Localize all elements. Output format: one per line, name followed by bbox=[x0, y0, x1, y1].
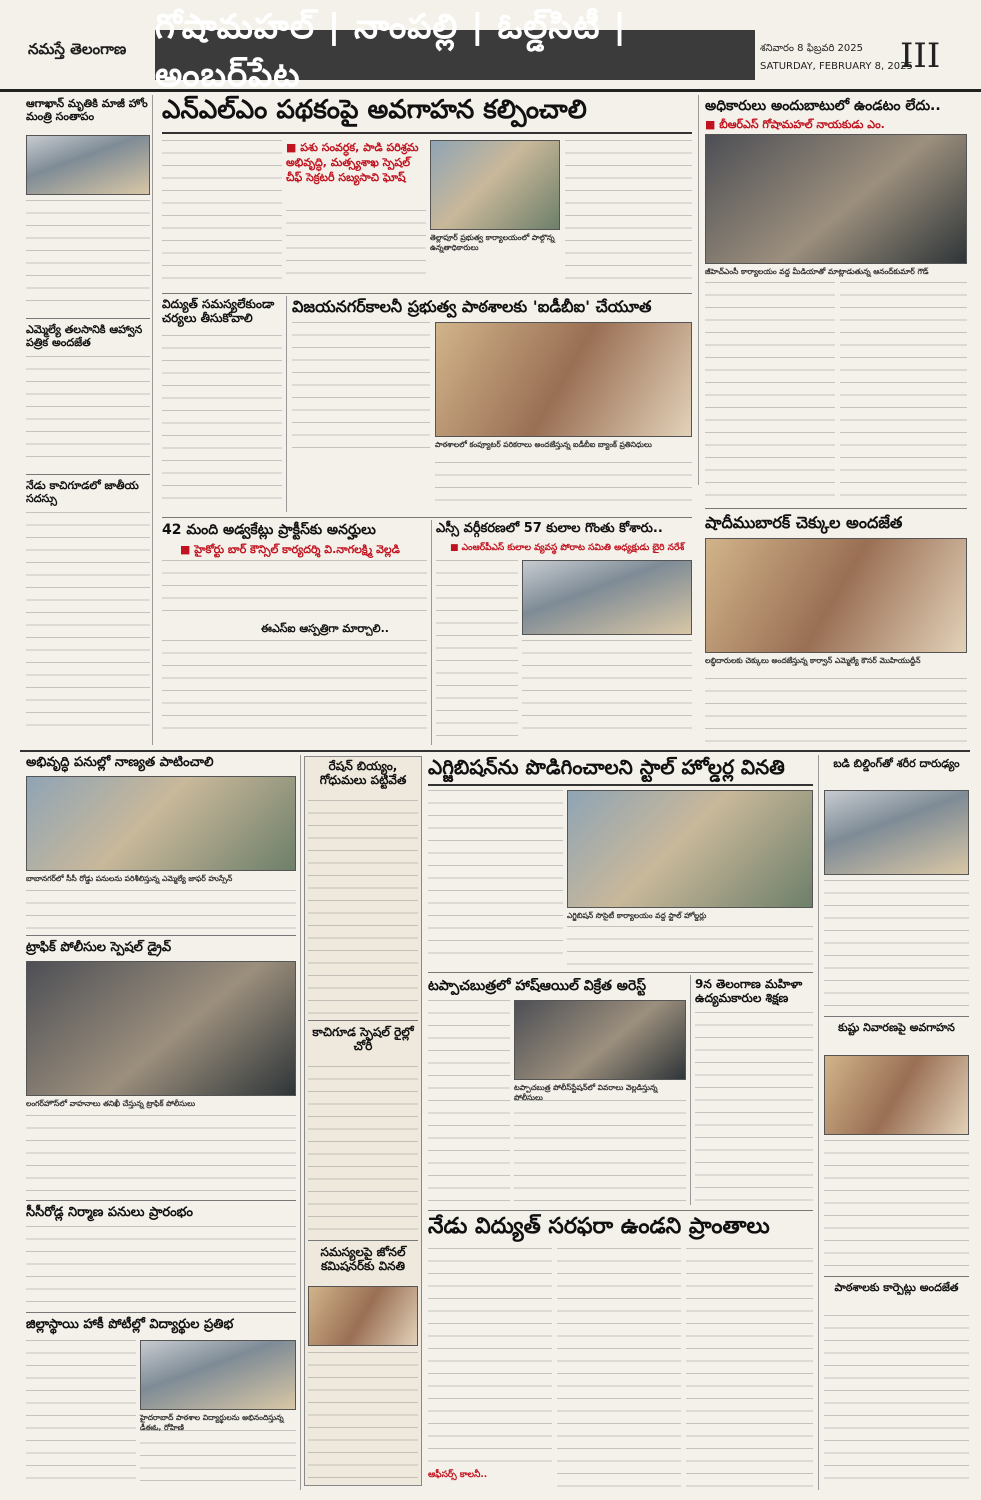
headline-kachiguda: నేడు కాచిగూడలో జాతీయ సదస్సు bbox=[26, 479, 139, 505]
headline-railway: కాచిగూడ స్పెషల్ రైల్లో చోరీ bbox=[312, 1025, 414, 1053]
body-text-traffic bbox=[26, 1115, 296, 1195]
body-text-power-cut-2 bbox=[557, 1248, 681, 1488]
headline-exhibition: ఎగ్జిబిషన్‌ను పొడిగించాలని స్టాల్ హోల్డర్ల వినతి bbox=[428, 755, 785, 779]
headline-nlm: ఎన్ఎల్ఎం పథకంపై అవగాహన కల్పించాలి bbox=[162, 95, 587, 125]
body-text-zonal bbox=[308, 1352, 418, 1482]
headline-advocates: 42 మంది అడ్వకేట్లు ప్రాక్టీస్‌కు అనర్హులు bbox=[162, 522, 376, 538]
date-telugu: శనివారం 8 ఫిబ్రవరి 2025 bbox=[760, 43, 863, 54]
body-text-badi-building bbox=[824, 880, 969, 1010]
body-text-advocates bbox=[162, 560, 427, 620]
subhead-officials-text: బీఆర్ఎస్ గోషామహల్ నాయకుడు ఎం. bbox=[719, 118, 885, 131]
headline-aga-khan: ఆగాఖాన్ మృతికి మాజీ హోం మంత్రి సంతాపం bbox=[26, 97, 148, 123]
divider bbox=[162, 132, 692, 134]
dateline bbox=[760, 40, 913, 76]
photo-hashish bbox=[514, 1000, 686, 1080]
body-text-leprosy bbox=[824, 1140, 969, 1270]
body-text-kachiguda bbox=[26, 512, 150, 737]
photo-sc-castes bbox=[522, 560, 692, 635]
body-text-hockey-2 bbox=[140, 1430, 296, 1485]
divider bbox=[428, 972, 813, 973]
body-text-aga-khan bbox=[26, 200, 150, 310]
photo-zonal bbox=[308, 1286, 418, 1346]
column-rule bbox=[698, 95, 699, 485]
caption-shaadi: లబ్ధిదారులకు చెక్కులు అందజేస్తున్న కార్వాన్ ఎమ్మెల్యే కౌసర్ మొహియుద్దీన్ bbox=[705, 656, 921, 665]
body-text-power-problem bbox=[162, 335, 282, 510]
headline-sc-castes: ఎస్సీ వర్గీకరణలో 57 కులాల గొంతు కోశారు.. bbox=[436, 521, 663, 536]
caption-nlm: తెల్లాపూర్ ప్రభుత్వ కార్యాలయంలో పాల్గొన్న ఉన్నతాధికారులు bbox=[430, 233, 555, 252]
body-text-sc-castes-2 bbox=[522, 640, 692, 740]
divider bbox=[26, 935, 296, 936]
photo-exhibition bbox=[567, 790, 813, 908]
body-text-cc-road bbox=[26, 1226, 296, 1306]
caption-quality: బాబానగర్‌లో సీసీ రోడ్డు పనులను పరిశీలిస్తున్న ఎమ్మెల్యే జాఫర్ హుస్సేన్ bbox=[26, 874, 233, 883]
brand-name: నమస్తే తెలంగాణ bbox=[28, 40, 127, 58]
date-english: SATURDAY, FEBRUARY 8, 2025 bbox=[760, 61, 913, 72]
column-rule bbox=[152, 95, 153, 745]
photo-school bbox=[435, 322, 692, 437]
divider bbox=[308, 1020, 418, 1021]
body-text-nlm-3 bbox=[565, 140, 692, 285]
column-rule bbox=[300, 755, 301, 1490]
headline-shaadi: షాదీముబారక్ చెక్కుల అందజేత bbox=[705, 513, 903, 532]
column-rule bbox=[431, 520, 432, 745]
headline-school: విజయనగర్‌కాలనీ ప్రభుత్వ పాఠశాలకు 'ఐడీబీఐ' చేయూత bbox=[292, 297, 652, 316]
headline-cc-road: సీసీరోడ్ల నిర్మాణ పనులు ప్రారంభం bbox=[26, 1205, 194, 1220]
body-text-school-2 bbox=[435, 462, 692, 512]
headline-badi-building: బడి బిల్డింగ్‌తో శరీర దారుఢ్యం bbox=[833, 757, 960, 770]
body-text-hockey bbox=[26, 1340, 136, 1485]
body-text-exhibition-2 bbox=[567, 926, 813, 966]
headline-quality: అభివృద్ధి పనుల్లో నాణ్యత పాటించాలి bbox=[26, 755, 214, 770]
inline-head-esi: ఈఎస్ఐ ఆస్పత్రిగా మార్చాలి.. bbox=[261, 622, 389, 635]
divider bbox=[26, 1312, 296, 1313]
caption-officials: జీహెచ్ఎంసీ కార్యాలయం వద్ద మీడియాతో మాట్లాడుతున్న ఆనంద్‌కుమార్ గౌడ్ bbox=[705, 267, 929, 276]
column-rule bbox=[286, 296, 287, 512]
body-text-shaadi bbox=[705, 678, 967, 743]
divider bbox=[162, 293, 692, 294]
divider bbox=[26, 318, 150, 319]
headline-hashish: టప్పాచబుత్రలో హాష్‌ఆయిల్ విక్రేత అరెస్ట్ bbox=[428, 978, 647, 994]
subhead-nlm-text: పశు సంవర్ధక, పాడి పరిశ్రమ అభివృద్ధి, మత్స్యశాఖ స్పెషల్ చీఫ్ సెక్రటరీ సబ్యసాచి ఘోష్ bbox=[286, 141, 419, 184]
masthead bbox=[0, 0, 981, 95]
divider bbox=[26, 474, 150, 475]
divider bbox=[308, 1240, 418, 1241]
body-text-mla-letter bbox=[26, 356, 150, 466]
headline-carpets: పాఠశాలకు కార్పెట్లు అందజేత bbox=[834, 1281, 959, 1294]
divider bbox=[428, 1210, 813, 1211]
subhead-sc-castes bbox=[450, 543, 700, 555]
photo-officials bbox=[705, 134, 967, 264]
headline-ration: రేషన్ బియ్యం, గోధుమలు పట్టివేత bbox=[319, 759, 407, 787]
body-text-power-cut bbox=[428, 1248, 552, 1468]
page-number: III bbox=[900, 36, 941, 76]
divider bbox=[824, 1016, 969, 1017]
body-text-hashish-2 bbox=[514, 1100, 686, 1205]
subhead-nlm bbox=[286, 140, 426, 185]
body-text-carpets bbox=[824, 1315, 969, 1485]
body-text-advocates-2 bbox=[162, 640, 427, 740]
photo-shaadi bbox=[705, 538, 967, 653]
headline-mla-letter: ఎమ్మెల్యే తలసానికి ఆహ్వాన పత్రిక అందజేత bbox=[26, 323, 143, 349]
subhead-advocates bbox=[180, 543, 430, 559]
body-text-hashish bbox=[428, 1000, 510, 1205]
photo-traffic bbox=[26, 961, 296, 1096]
caption-hockey: హైదరాబాద్ పాఠశాల విద్యార్థులను అభినందిస్తున్న డీఈఓ, రోహిణి bbox=[140, 1413, 284, 1432]
bullet-icon: ■ bbox=[180, 543, 195, 556]
tag-power-cut: ఆఫీసర్స్ కాలనీ.. bbox=[428, 1470, 488, 1480]
column-rule bbox=[690, 975, 691, 1205]
photo-quality bbox=[26, 776, 296, 871]
section-divider bbox=[20, 750, 970, 752]
caption-hashish: టప్పాచబుత్ర పోలీస్‌స్టేషన్‌లో వివరాలు వెల్లడిస్తున్న పోలీసులు bbox=[514, 1083, 658, 1102]
body-text-sc-castes bbox=[436, 560, 518, 740]
section-title: గోషామహల్ | నాంపల్లి | ఓల్డ్‌సిటీ | అంబర్‌పేట bbox=[155, 30, 755, 80]
body-text-exhibition bbox=[428, 790, 563, 965]
photo-nlm bbox=[430, 140, 560, 230]
headline-hockey: జిల్లాస్థాయి హాకీ పోటీల్లో విద్యార్థుల ప్రతిభ bbox=[26, 1317, 234, 1332]
caption-exhibition: ఎగ్జిబిషన్ సొసైటీ కార్యాలయం వద్ద స్టాల్ హోల్డర్లు bbox=[567, 911, 707, 920]
headline-officials: అధికారులు అందుబాటులో ఉండటం లేదు.. bbox=[705, 98, 941, 114]
headline-zonal: సమస్యలపై జోనల్ కమిషనర్‌కు వినతి bbox=[320, 1245, 406, 1273]
body-text-officials bbox=[705, 282, 835, 502]
caption-traffic: లంగర్‌హౌస్‌లో వాహనాలు తనిఖీ చేస్తున్న ట్రాఫిక్ పోలీసులు bbox=[26, 1099, 196, 1108]
body-text-nlm bbox=[162, 140, 282, 285]
column-rule bbox=[818, 755, 819, 1490]
photo-hockey bbox=[140, 1340, 296, 1410]
caption-school: పాఠశాలలో కంప్యూటర్ పరికరాలు అందజేస్తున్న ఐడీబీఐ బ్యాంక్ ప్రతినిధులు bbox=[435, 440, 652, 449]
body-text-school bbox=[292, 322, 430, 452]
body-text-ration bbox=[308, 800, 418, 1015]
headline-women: 9న తెలంగాణ మహిళా ఉద్యమకారుల శిక్షణ bbox=[695, 977, 803, 1005]
subhead-sc-castes-text: ఎంఆర్‌పీఎస్ కులాల వ్యవస్థ పోరాట సమితి అధ్యక్షుడు బైరి నరేశ్ bbox=[461, 543, 685, 553]
divider bbox=[428, 784, 813, 786]
body-text-women bbox=[695, 1012, 813, 1205]
divider bbox=[824, 1276, 969, 1277]
body-text-nlm-2 bbox=[286, 210, 426, 285]
headline-power-cut: నేడు విద్యుత్ సరఫరా ఉండని ప్రాంతాలు bbox=[428, 1214, 770, 1239]
bullet-icon: ■ bbox=[450, 543, 462, 553]
headline-power-problem: విద్యుత్ సమస్యలేకుండా చర్యలు తీసుకోవాలి bbox=[162, 297, 275, 325]
subhead-advocates-text: హైకోర్టు బార్ కౌన్సిల్ కార్యదర్శి వి.నాగలక్ష్మి వెల్లడి bbox=[194, 543, 400, 556]
photo-aga-khan bbox=[26, 135, 150, 195]
headline-traffic: ట్రాఫిక్ పోలీసుల స్పెషల్ డ్రైవ్ bbox=[26, 940, 172, 955]
headline-leprosy: కుష్టు నివారణపై అవగాహన bbox=[838, 1021, 955, 1034]
divider bbox=[26, 1200, 296, 1201]
body-text-power-cut-3 bbox=[686, 1248, 813, 1488]
body-text-railway bbox=[308, 1066, 418, 1236]
body-text-officials-2 bbox=[840, 282, 967, 502]
photo-leprosy bbox=[824, 1055, 969, 1135]
photo-badi-building bbox=[824, 790, 969, 875]
bullet-icon: ■ bbox=[705, 118, 720, 131]
divider bbox=[705, 508, 967, 509]
body-text-quality bbox=[26, 890, 296, 930]
bullet-icon: ■ bbox=[286, 141, 301, 154]
divider bbox=[162, 517, 692, 518]
